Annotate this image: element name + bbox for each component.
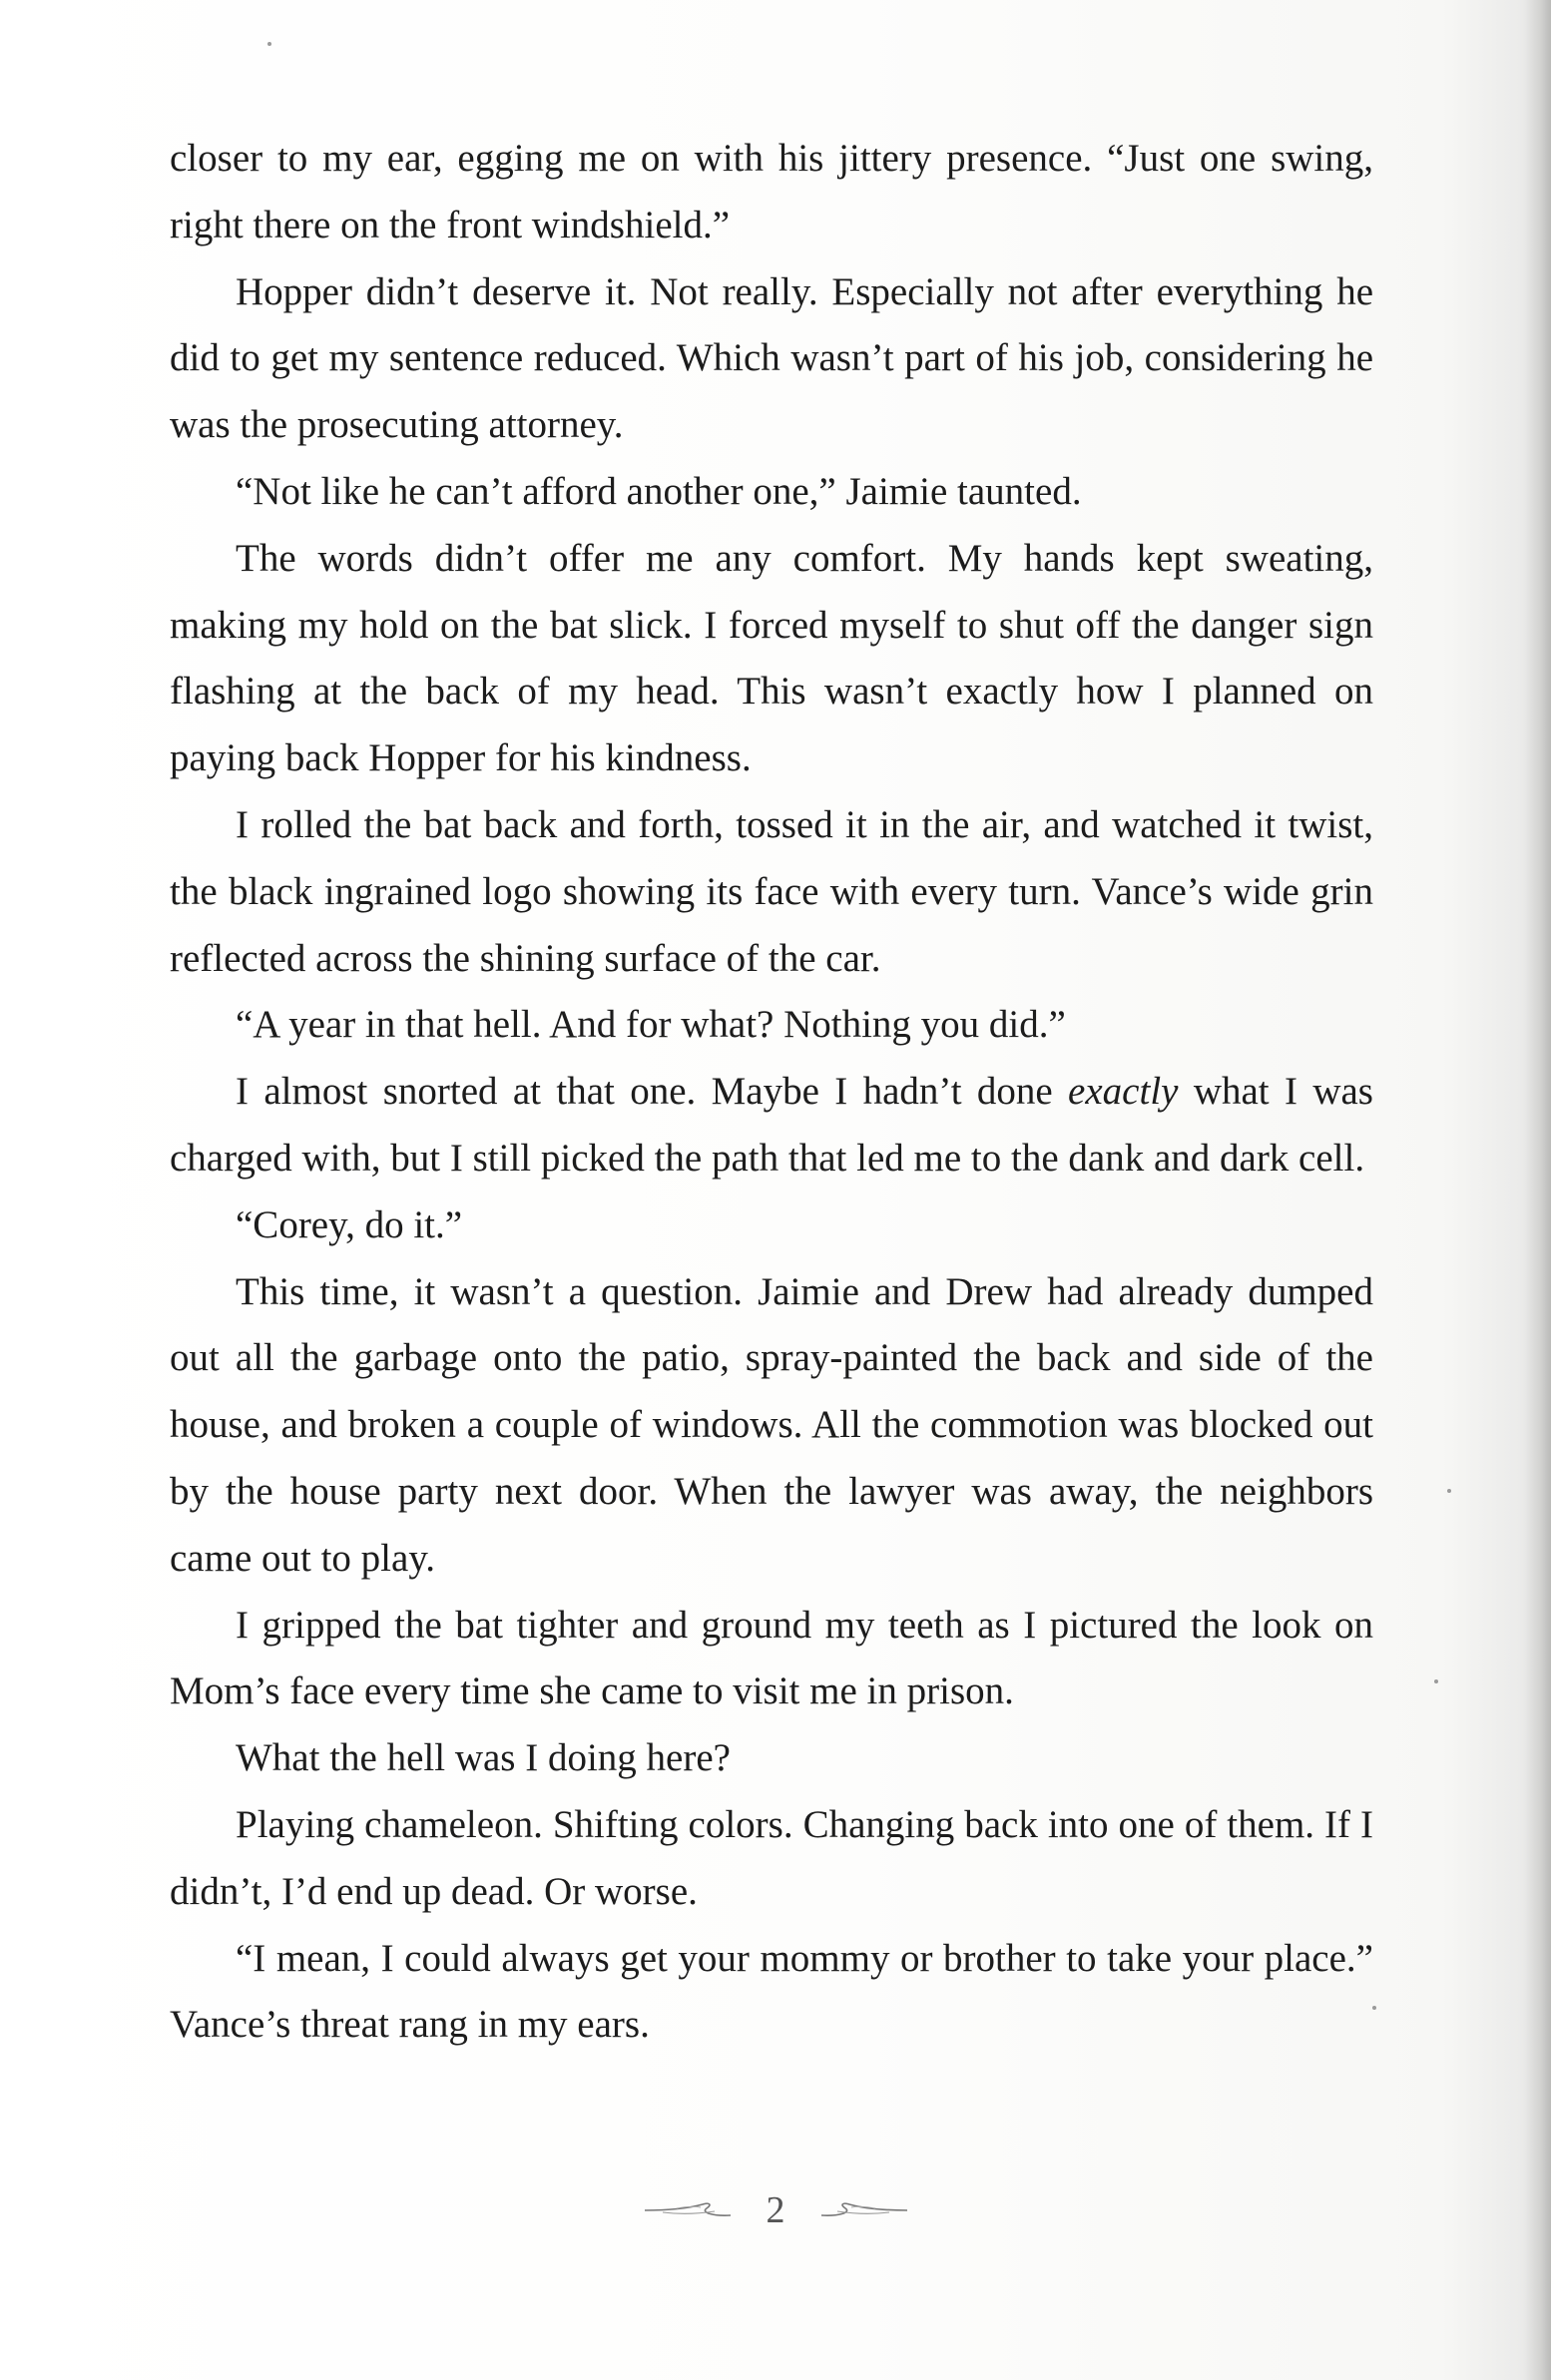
paragraph: “Not like he can’t afford another one,” Jaimie taunted. (236, 469, 1082, 513)
paragraph: I rolled the bat back and forth, tossed it in the air, and watched it twist, the black ingrained logo showing its face with every turn. Vance’s wide grin reflected across the shining surface of the car. (170, 802, 1373, 980)
paragraph: “Corey, do it.” (236, 1202, 463, 1246)
page-number: 2 (766, 2189, 785, 2231)
flourish-left-icon (643, 2195, 733, 2225)
page-footer (0, 2185, 1551, 2245)
paper-speck (1434, 1679, 1438, 1683)
paragraph: I gripped the bat tighter and ground my teeth as I pictured the look on Mom’s face every time she came to visit me in prison. (170, 1603, 1373, 1713)
paragraph-text: what I was charged with, but I still picked the path that led me to the dank and dark cell. (170, 1070, 1373, 1180)
paper-speck (267, 42, 271, 46)
paper-speck (1447, 1489, 1451, 1493)
paragraph: “I mean, I could always get your mommy or brother to take your place.” Vance’s threat rang in my ears. (170, 1936, 1373, 2047)
flourish-right-icon (819, 2195, 909, 2225)
paragraph-text: I almost snorted at that one. Maybe I hadn’t done (236, 1070, 1069, 1114)
paragraph-with-emphasis (170, 1059, 1373, 1192)
page-edge-shadow (1525, 0, 1551, 2380)
paragraph: Playing chameleon. Shifting colors. Changing back into one of them. If I didn’t, I’d end up dead. Or worse. (170, 1802, 1373, 1913)
body-text (170, 126, 1373, 2059)
paragraph: This time, it wasn’t a question. Jaimie and Drew had already dumped out all the garbage onto the patio, spray-painted the back and side of the house, and broken a couple of windows. All the commotion was blocked out by the house party next door. When the lawyer was away, the neighbors came out to play. (170, 1269, 1373, 1580)
folio-group (643, 2185, 909, 2235)
emphasis-text: exactly (1068, 1070, 1179, 1114)
paragraph: The words didn’t offer me any comfort. My hands kept sweating, making my hold on the bat slick. I forced myself to shut off the danger sign flashing at the back of my head. This wasn’t exactly how I planned on paying back Hopper for his kindness. (170, 536, 1373, 780)
paragraph: What the hell was I doing here? (236, 1736, 731, 1780)
paragraph: Hopper didn’t deserve it. Not really. Especially not after everything he did to get my sentence reduced. Which wasn’t part of his job, considering he was the prosecuting attorney. (170, 269, 1373, 447)
paragraph: “A year in that hell. And for what? Nothing you did.” (236, 1003, 1066, 1047)
paragraph: closer to my ear, egging me on with his jittery presence. “Just one swing, right there on the front windshield.” (170, 137, 1373, 246)
